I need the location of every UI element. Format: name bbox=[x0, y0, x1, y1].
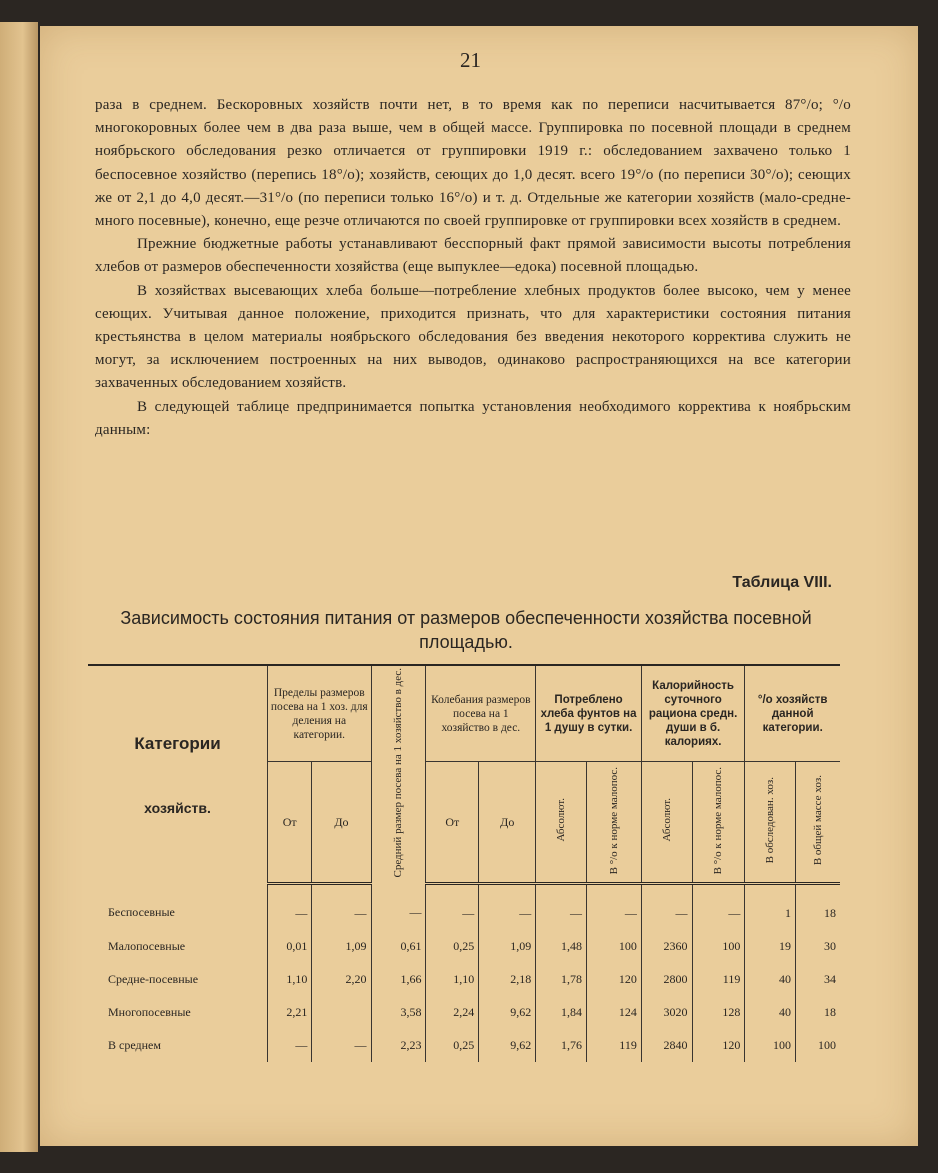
table-label: Таблица VIII. bbox=[732, 574, 832, 591]
cell-bread-pct: 124 bbox=[586, 996, 641, 1029]
cell-cal-pct: 120 bbox=[692, 1029, 745, 1062]
header-cal-absolute: Абсолют. bbox=[641, 762, 692, 884]
cell-bread-pct: 100 bbox=[586, 930, 641, 963]
cell-lim-to: 1,09 bbox=[312, 930, 371, 963]
cell-avg: 1,66 bbox=[371, 963, 426, 996]
table-row bbox=[88, 884, 840, 931]
cell-bread-abs: 1,48 bbox=[536, 930, 587, 963]
cell-bread-abs: — bbox=[536, 884, 587, 931]
data-table bbox=[88, 664, 840, 1062]
cell-bread-abs: 1,78 bbox=[536, 963, 587, 996]
paragraph: раза в среднем. Бескоровных хозяйств почти нет, в то время как по переписи насчитывается 87°/о; °/о многокоровных более чем в два раза выше, чем в общей массе. Группировка по посевной площади в среднем ноябрьского обследования резко отличается от группировки 1919 г.: обследованием захвачено только 1 беспосевное хозяйство (перепись 18°/о); хозяйств, сеющих до 1,0 десят. всего 19°/о (по переписи 30°/о); сеющих же от 2,1 до 4,0 десят.—31°/о (по переписи только 16°/о) и т. д. Отдельные же категории хозяйств (мало-средне-много посевные), конечно, еще резче отличаются по своей группировке от группировки всех хозяйств в среднем. bbox=[95, 97, 851, 230]
table-row bbox=[88, 963, 840, 996]
cell-pct-total: 18 bbox=[796, 884, 840, 931]
row-category: Малопосевные bbox=[108, 939, 186, 954]
row-category: Многопосевные bbox=[108, 1005, 191, 1020]
cell-rng-to: 2,18 bbox=[479, 963, 536, 996]
cell-lim-to bbox=[312, 996, 371, 1029]
cell-cal-abs: 2800 bbox=[641, 963, 692, 996]
cell-lim-from: — bbox=[268, 884, 312, 931]
cell-rng-to: 9,62 bbox=[479, 996, 536, 1029]
cell-pct-total: 18 bbox=[796, 996, 840, 1029]
cell-pct-total: 30 bbox=[796, 930, 840, 963]
table-row bbox=[88, 996, 840, 1029]
header-pct-households: °/о хозяйств данной категории. bbox=[745, 665, 840, 762]
cell-rng-from: — bbox=[426, 884, 479, 931]
cell-pct-surveyed: 40 bbox=[745, 963, 796, 996]
cell-lim-to: — bbox=[312, 1029, 371, 1062]
header-category-line1: Категории bbox=[134, 733, 221, 753]
header-avg-size: Средний размер посева на 1 хозяйство в дес. bbox=[371, 665, 426, 884]
table-container bbox=[88, 664, 840, 1094]
cell-cal-pct: 128 bbox=[692, 996, 745, 1029]
cell-lim-from: 2,21 bbox=[268, 996, 312, 1029]
cell-lim-from: 0,01 bbox=[268, 930, 312, 963]
header-category-line2: хозяйств. bbox=[144, 799, 211, 816]
header-pct-total: В общей массе хоз. bbox=[796, 762, 840, 884]
cell-lim-from: 1,10 bbox=[268, 963, 312, 996]
body-text bbox=[95, 94, 851, 442]
cell-rng-from: 0,25 bbox=[426, 1029, 479, 1062]
header-range: Колебания размеров посева на 1 хозяйство в дес. bbox=[426, 665, 536, 762]
header-limit-from: От bbox=[268, 762, 312, 884]
cell-lim-from: — bbox=[268, 1029, 312, 1062]
cell-rng-from: 2,24 bbox=[426, 996, 479, 1029]
paragraph: Прежние бюджетные работы устанавливают бесспорный факт прямой зависимости высоты потребления хлебов от размеров обеспеченности хозяйства (еще выпуклее—едока) посевной площадью. bbox=[95, 236, 851, 276]
cell-bread-pct: 120 bbox=[586, 963, 641, 996]
cell-cal-abs: 2360 bbox=[641, 930, 692, 963]
header-cal-pct: В °/о к норме малопос. bbox=[692, 762, 745, 884]
cell-pct-surveyed: 40 bbox=[745, 996, 796, 1029]
cell-rng-to: — bbox=[479, 884, 536, 931]
book-page bbox=[40, 26, 918, 1146]
table-body bbox=[88, 884, 840, 1063]
cell-cal-abs: 3020 bbox=[641, 996, 692, 1029]
cell-avg: 0,61 bbox=[371, 930, 426, 963]
cell-bread-abs: 1,76 bbox=[536, 1029, 587, 1062]
header-consumption: Потреблено хлеба фунтов на 1 душу в сутки. bbox=[536, 665, 642, 762]
cell-avg: — bbox=[371, 884, 426, 931]
header-limits: Пределы размеров посева на 1 хоз. для деления на категории. bbox=[268, 665, 372, 762]
cell-pct-total: 100 bbox=[796, 1029, 840, 1062]
header-pct-surveyed: В обследован. хоз. bbox=[745, 762, 796, 884]
cell-cal-pct: 100 bbox=[692, 930, 745, 963]
table-title: Зависимость состояния питания от размеров обеспеченности хозяйства посевной площадью. bbox=[120, 608, 812, 652]
header-calories: Калорийность суточного рациона средн. души в б. калориях. bbox=[641, 665, 745, 762]
cell-lim-to: — bbox=[312, 884, 371, 931]
table-row bbox=[88, 930, 840, 963]
cell-cal-pct: 119 bbox=[692, 963, 745, 996]
cell-lim-to: 2,20 bbox=[312, 963, 371, 996]
row-category: Беспосевные bbox=[108, 905, 175, 920]
cell-rng-from: 1,10 bbox=[426, 963, 479, 996]
cell-pct-total: 34 bbox=[796, 963, 840, 996]
cell-pct-surveyed: 100 bbox=[745, 1029, 796, 1062]
paragraph: В следующей таблице предпринимается попытка установления необходимого корректива к ноябрьским данным: bbox=[95, 398, 851, 438]
cell-cal-abs: 2840 bbox=[641, 1029, 692, 1062]
cell-rng-to: 9,62 bbox=[479, 1029, 536, 1062]
book-spine bbox=[0, 22, 38, 1152]
cell-cal-abs: — bbox=[641, 884, 692, 931]
cell-bread-pct: 119 bbox=[586, 1029, 641, 1062]
table-row bbox=[88, 1029, 840, 1062]
cell-avg: 3,58 bbox=[371, 996, 426, 1029]
header-bread-pct: В °/о к норме малопос. bbox=[586, 762, 641, 884]
header-limit-to: До bbox=[312, 762, 371, 884]
row-category: В среднем bbox=[108, 1038, 161, 1053]
cell-cal-pct: — bbox=[692, 884, 745, 931]
cell-avg: 2,23 bbox=[371, 1029, 426, 1062]
header-category bbox=[88, 665, 268, 884]
header-range-to: До bbox=[479, 762, 536, 884]
cell-bread-abs: 1,84 bbox=[536, 996, 587, 1029]
page-number: 21 bbox=[460, 48, 481, 72]
cell-pct-surveyed: 1 bbox=[745, 884, 796, 931]
header-bread-absolute: Абсолют. bbox=[536, 762, 587, 884]
cell-bread-pct: — bbox=[586, 884, 641, 931]
paragraph: В хозяйствах высевающих хлеба больше—потребление хлебных продуктов более высоко, чем у менее сеющих. Учитывая данное положение, приходится признать, что для характеристики состояния питания крестьянства в целом материалы ноябрьского обследования без введения некоторого корректива служить не могут, за исключением построенных на них выводов, одинаково распространяющихся на все категории захваченных обследованием хозяйств. bbox=[95, 282, 851, 392]
header-range-from: От bbox=[426, 762, 479, 884]
cell-rng-from: 0,25 bbox=[426, 930, 479, 963]
cell-rng-to: 1,09 bbox=[479, 930, 536, 963]
row-category: Средне-посевные bbox=[108, 972, 199, 987]
cell-pct-surveyed: 19 bbox=[745, 930, 796, 963]
